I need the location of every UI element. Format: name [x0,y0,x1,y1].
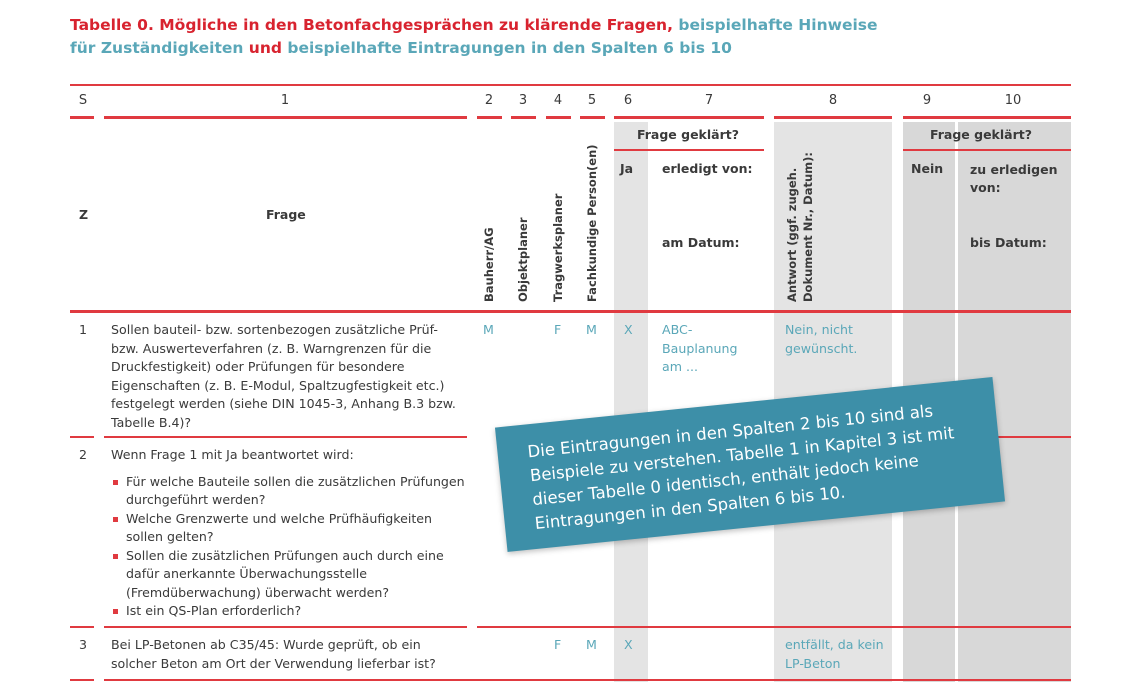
hdr-rule-9-10 [903,116,1071,119]
caption-part-1: Tabelle 0. Mögliche in den Betonfachgesprächen zu klärende Fragen, [70,16,673,34]
hdr-rule-4 [546,116,571,119]
header-ja: Ja [620,161,634,176]
row1-col2: M [483,322,494,337]
hdr-rule-2 [477,116,502,119]
header-bottom-rule [70,310,1071,313]
row2-rule-b [104,626,467,628]
caption-part-2: beispielhafte Hinweise [672,16,878,34]
row2-bullet-list [111,473,466,621]
colnum-s: S [78,93,88,108]
header-bis-datum: bis Datum: [970,235,1047,250]
row2-frage [111,446,466,621]
row1-col5: M [586,322,597,337]
row2-intro: Wenn Frage 1 mit Ja beantwortet wird: [111,447,354,462]
hdr-rule-s [70,116,94,119]
colnum-5: 5 [587,93,597,108]
table-caption [70,14,878,60]
header-frage-geklaert-left: Frage geklärt? [637,127,739,142]
caption-part-5: beispielhafte Eintragungen in den Spalten 6 bis 10 [287,39,732,57]
header-antwort-1: Antwort (ggf. zugeh. [785,167,799,302]
row1-z: 1 [79,322,88,337]
header-z: Z [79,207,89,222]
row3-col5: M [586,637,597,652]
header-erledigt-von: erledigt von: [662,161,753,176]
row3-z: 3 [79,637,88,652]
colnum-8: 8 [828,93,838,108]
top-rule [70,84,1071,86]
row1-col4: F [554,322,562,337]
row3-col4: F [554,637,562,652]
hdr-subrule-right [903,149,1071,151]
colnum-9: 9 [922,93,932,108]
bottom-rule-b [104,679,1071,681]
row2-rule-c [477,626,1071,628]
header-am-datum: am Datum: [662,235,740,250]
hdr-subrule-left [614,149,764,151]
colnum-3: 3 [518,93,528,108]
header-frage-geklaert-right: Frage geklärt? [930,127,1032,142]
list-item: Sollen die zusätzlichen Prüfungen auch durch eine dafür anerkannte Überwachungsstelle (Fremdüberwachung) überwacht werden? [111,547,466,603]
colnum-1: 1 [280,93,290,108]
caption-part-4: und [243,39,288,57]
colnum-4: 4 [553,93,563,108]
row3-col6: X [624,637,633,652]
bottom-rule-a [70,679,94,681]
row1-frage: Sollen bauteil- bzw. sortenbezogen zusätzliche Prüf- bzw. Auswerteverfahren (z. B. Warngrenzen für die Druckfestigkeit) oder Prüfungen für besondere Eigenschaften (z. B. E-Modul, Spaltzugfestigkeit etc.) festgelegt werden (siehe DIN 1045-3, Anhang B.3 bzw. Tabelle B.4)? [111,322,456,430]
hdr-rule-3 [511,116,536,119]
shade-col-6 [614,122,648,682]
header-bauherr: Bauherr/AG [482,227,496,302]
colnum-10: 10 [1004,93,1022,108]
row1-col8: Nein, nicht gewünscht. [785,322,858,356]
header-fachkundige: Fachkundige Person(en) [585,144,599,302]
header-frage: Frage [266,207,306,222]
header-antwort-2: Dokument Nr., Datum): [801,152,815,302]
hdr-rule-6-7 [614,116,764,119]
row2-z: 2 [79,447,88,462]
row1-col7: ABC-Bauplanung am ... [662,322,738,374]
header-nein: Nein [911,161,944,176]
colnum-7: 7 [704,93,714,108]
list-item: Für welche Bauteile sollen die zusätzlichen Prüfungen durchgeführt werden? [111,473,466,510]
row1-rule-a [70,436,94,438]
row2-rule-a [70,626,94,628]
colnum-6: 6 [623,93,633,108]
example-note-text: Die Eintragungen in den Spalten 2 bis 10 sind als Beispiele zu verstehen. Tabelle 1 in Kapitel 3 ist mit dieser Tabelle 0 identisch, enthält jedoch keine Eintragungen in den Spalten 6 bis 10. [526,401,956,533]
list-item: Welche Grenzwerte und welche Prüfhäufigkeiten sollen gelten? [111,510,466,547]
caption-part-3: für Zuständigkeiten [70,39,244,57]
row3-col8: entfällt, da kein LP-Beton [785,637,884,671]
hdr-rule-1 [104,116,467,119]
header-objektplaner: Objektplaner [516,217,530,302]
row1-col6: X [624,322,633,337]
hdr-rule-5 [580,116,605,119]
colnum-2: 2 [484,93,494,108]
header-zu-erledigen-von: zu erledigen von: [970,162,1058,195]
header-tragwerksplaner: Tragwerksplaner [551,193,565,302]
row3-frage: Bei LP-Betonen ab C35/45: Wurde geprüft, ob ein solcher Beton am Ort der Verwendung lieferbar ist? [111,637,436,671]
list-item: Ist ein QS-Plan erforderlich? [111,602,466,621]
hdr-rule-8 [774,116,892,119]
row1-rule-b [104,436,467,438]
